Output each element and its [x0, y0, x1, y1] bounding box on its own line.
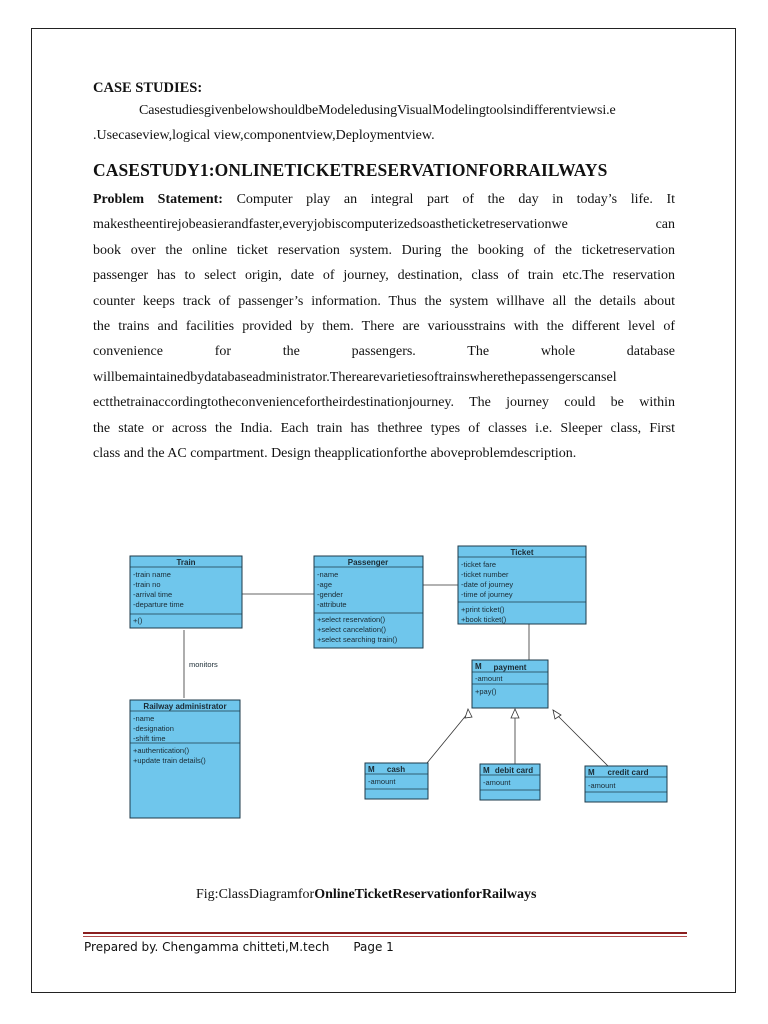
- svg-text:+authentication(): +authentication(): [133, 746, 190, 755]
- page-number: Page 1: [353, 940, 394, 954]
- svg-text:-departure time: -departure time: [133, 600, 184, 609]
- gen-cash: [427, 713, 468, 763]
- svg-text:-shift time: -shift time: [133, 734, 166, 743]
- class-cash: [365, 763, 428, 799]
- footer-rule-thin: [83, 936, 687, 937]
- svg-text:M: M: [588, 768, 595, 777]
- svg-text:+update train details(): +update train details(): [133, 756, 206, 765]
- payment-title: payment: [493, 663, 527, 672]
- admin-title: Railway administrator: [143, 702, 227, 711]
- problem-line: Problem Statement: Computer play an integral part of the day in today’s life. It: [93, 192, 676, 207]
- svg-text:-amount: -amount: [588, 781, 616, 790]
- stereotype-icon: M: [475, 662, 482, 671]
- class-ticket: [458, 546, 586, 624]
- gen-credit: [556, 714, 608, 766]
- svg-text:-designation: -designation: [133, 724, 174, 733]
- problem-line: the state or across the India. Each train has thethree types of classes i.e. Sleeper class, First: [93, 420, 675, 436]
- problem-line: convenience for the passengers. The whole database: [93, 344, 675, 360]
- svg-text:-age: -age: [317, 580, 333, 589]
- svg-text:-attribute: -attribute: [317, 600, 347, 609]
- svg-text:+print ticket(): +print ticket(): [461, 605, 505, 614]
- monitors-label: monitors: [189, 660, 218, 669]
- svg-text:-date of journey: -date of journey: [461, 580, 514, 589]
- svg-text:+(): +(): [133, 616, 143, 625]
- svg-text:-gender: -gender: [317, 590, 343, 599]
- svg-text:-amount: -amount: [475, 674, 503, 683]
- gen-arrow-debit: [511, 709, 519, 718]
- problem-label: Problem Statement:: [93, 192, 223, 207]
- problem-line: willbemaintainedbydatabaseadministrator.Therearevarietiesoftrainswherethepassengerscansel: [93, 369, 617, 385]
- footer: [84, 940, 394, 954]
- class-credit-card: [585, 766, 667, 802]
- problem-line: makestheentirejobeasierandfaster,everyjobiscomputerizedsoastheticketreservationwe can: [93, 217, 675, 233]
- intro-line-1: CasestudiesgivenbelowshouldbeModeledusingVisualModelingtoolsindifferentviewsi.e: [139, 103, 616, 118]
- svg-text:M: M: [483, 766, 490, 775]
- problem-line: the trains and facilities provided by them. There are variousstrains with the different level of: [93, 318, 675, 334]
- case-studies-heading: CASE STUDIES:: [93, 80, 203, 96]
- footer-rule: [83, 932, 687, 934]
- cash-title: cash: [386, 765, 406, 774]
- class-debit-card: [480, 764, 540, 800]
- passenger-title: Passenger: [347, 558, 389, 567]
- svg-text:-amount: -amount: [483, 778, 511, 787]
- svg-text:M: M: [368, 765, 375, 774]
- class-payment: [472, 660, 548, 708]
- class-diagram: [120, 540, 680, 820]
- train-title: Train: [176, 558, 196, 567]
- intro-line-2: .Usecaseview,logical view,componentview,Deploymentview.: [93, 128, 435, 143]
- svg-text:+book ticket(): +book ticket(): [461, 615, 507, 624]
- problem-line: class and the AC compartment. Design theapplicationforthe aboveproblemdescription.: [93, 445, 577, 461]
- svg-text:-arrival time: -arrival time: [133, 590, 173, 599]
- problem-line: ectthetrainaccordingtotheconveniencefortheirdestinationjourney. The journey could be within: [93, 395, 675, 411]
- problem-statement: [93, 187, 675, 466]
- svg-text:-train name: -train name: [133, 570, 171, 579]
- svg-text:-ticket fare: -ticket fare: [461, 560, 497, 569]
- class-railway-administrator: [130, 700, 240, 818]
- svg-text:-time of journey: -time of journey: [461, 590, 513, 599]
- prepared-by: Prepared by. Chengamma chitteti,M.tech: [84, 940, 330, 954]
- svg-text:-name: -name: [133, 714, 155, 723]
- problem-line: counter keeps track of passenger’s information. Thus the system willhave all the details about: [93, 293, 675, 309]
- svg-text:+pay(): +pay(): [475, 687, 497, 696]
- svg-text:-amount: -amount: [368, 777, 396, 786]
- problem-line: book over the online ticket reservation system. During the booking of the ticketreservation: [93, 242, 675, 258]
- svg-text:+select cancelation(): +select cancelation(): [317, 625, 386, 634]
- figure-caption: Fig:ClassDiagramforOnlineTicketReservationforRailways: [196, 887, 537, 902]
- credit-title: credit card: [607, 768, 649, 777]
- gen-arrow-cash: [465, 709, 472, 718]
- svg-text:+select reservation(): +select reservation(): [317, 615, 386, 624]
- class-train: [130, 556, 242, 628]
- problem-line: passenger has to select origin, date of journey, destination, class of train etc.The reservation: [93, 268, 675, 284]
- debit-title: debit card: [494, 766, 534, 775]
- svg-text:-ticket number: -ticket number: [461, 570, 509, 579]
- class-passenger: [314, 556, 423, 648]
- svg-text:+select searching train(): +select searching train(): [317, 635, 398, 644]
- svg-text:-name: -name: [317, 570, 339, 579]
- svg-text:-train no: -train no: [133, 580, 161, 589]
- case-study-title: CASESTUDY1:ONLINETICKETRESERVATIONFORRAILWAYS: [93, 160, 608, 180]
- ticket-title: Ticket: [510, 548, 534, 557]
